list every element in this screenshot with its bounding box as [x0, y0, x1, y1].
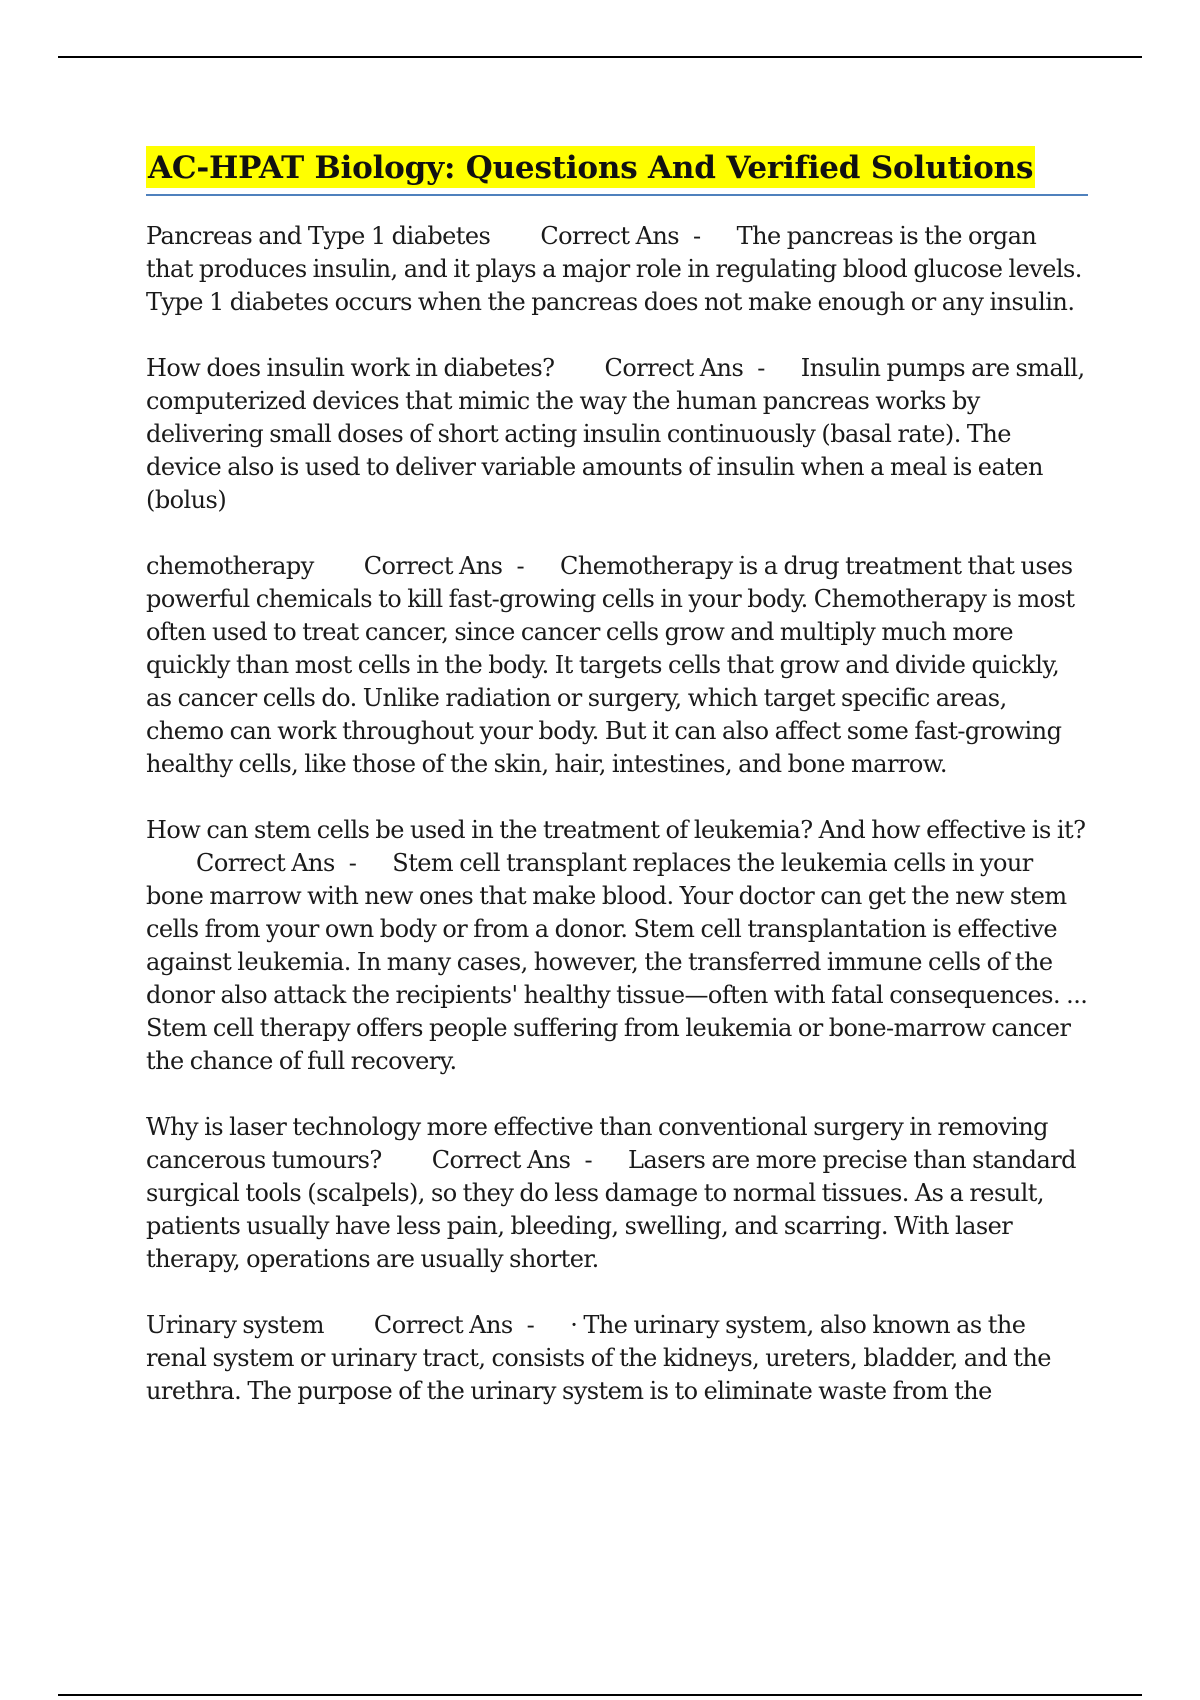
answer-text: · The urinary system, also known as the renal system or urinary tract, consists of the kidneys, ureters, bladder, and the urethra. The purpose of the urinary system is to eliminate waste from the: [146, 1311, 1051, 1405]
question-text: Why is laser technology more effective than conventional surgery in removing cancerous tumours?: [146, 1113, 1048, 1174]
answer-separator: -: [526, 1311, 535, 1339]
top-rule: [58, 56, 1142, 58]
answer-label: Correct Ans: [373, 1311, 513, 1339]
answer-text: The pancreas is the organ that produces insulin, and it plays a major role in regulating blood glucose levels. Type 1 diabetes occurs when the pancreas does not make enough or any insulin.: [146, 222, 1082, 316]
question-text: Urinary system: [146, 1311, 324, 1339]
answer-label: Correct Ans: [363, 552, 503, 580]
qa-item-urinary: [146, 1309, 1088, 1408]
answer-separator: -: [348, 849, 357, 877]
qa-item-chemotherapy: [146, 550, 1088, 781]
answer-separator: -: [757, 354, 765, 382]
question-text: How can stem cells be used in the treatment of leukemia? And how effective is it?: [146, 816, 1086, 844]
document-title: AC-HPAT Biology: Questions And Verified Solutions: [146, 146, 1035, 188]
answer-text: Insulin pumps are small, computerized devices that mimic the way the human pancreas works by delivering small doses of short acting insulin continuously (basal rate). The device also is used to deliver variable amounts of insulin when a meal is eaten (bolus): [146, 354, 1085, 514]
bottom-rule: [58, 1694, 1142, 1696]
answer-label: Correct Ans: [604, 354, 744, 382]
answer-separator: -: [516, 552, 525, 580]
answer-separator: -: [584, 1146, 592, 1174]
question-text: How does insulin work in diabetes?: [146, 354, 555, 382]
qa-item-stem-cells: [146, 814, 1088, 1078]
answer-label: Correct Ans: [431, 1146, 571, 1174]
qa-item-laser: [146, 1111, 1088, 1276]
answer-text: Stem cell transplant replaces the leukemia cells in your bone marrow with new ones that make blood. Your doctor can get the new stem cells from your own body or from a donor. Stem cell transplantation is effective against leukemia. In many cases, however, the transferred immune cells of the donor also attack the recipients' healthy tissue—often with fatal consequences. ... Stem cell therapy offers people suffering from leukemia or bone-marrow cancer the chance of full recovery.: [146, 849, 1088, 1075]
question-text: chemotherapy: [146, 552, 314, 580]
answer-text: Chemotherapy is a drug treatment that uses powerful chemicals to kill fast-growing cells in your body. Chemotherapy is most often used to treat cancer, since cancer cells grow and multiply much more quickly than most cells in the body. It targets cells that grow and divide quickly, as cancer cells do. Unlike radiation or surgery, which target specific areas, chemo can work throughout your body. But it can also affect some fast-growing healthy cells, like those of the skin, hair, intestines, and bone marrow.: [146, 552, 1075, 778]
question-text: Pancreas and Type 1 diabetes: [146, 222, 491, 250]
answer-separator: -: [693, 222, 701, 250]
answer-label: Correct Ans: [196, 849, 335, 877]
qa-item-insulin: [146, 352, 1088, 517]
qa-item-pancreas: [146, 220, 1088, 319]
title-block: [146, 146, 1088, 196]
document-body: [146, 146, 1088, 1441]
answer-text: Lasers are more precise than standard surgical tools (scalpels), so they do less damage to normal tissues. As a result, patients usually have less pain, bleeding, swelling, and scarring. With laser therapy, operations are usually shorter.: [146, 1146, 1076, 1273]
answer-label: Correct Ans: [540, 222, 680, 250]
